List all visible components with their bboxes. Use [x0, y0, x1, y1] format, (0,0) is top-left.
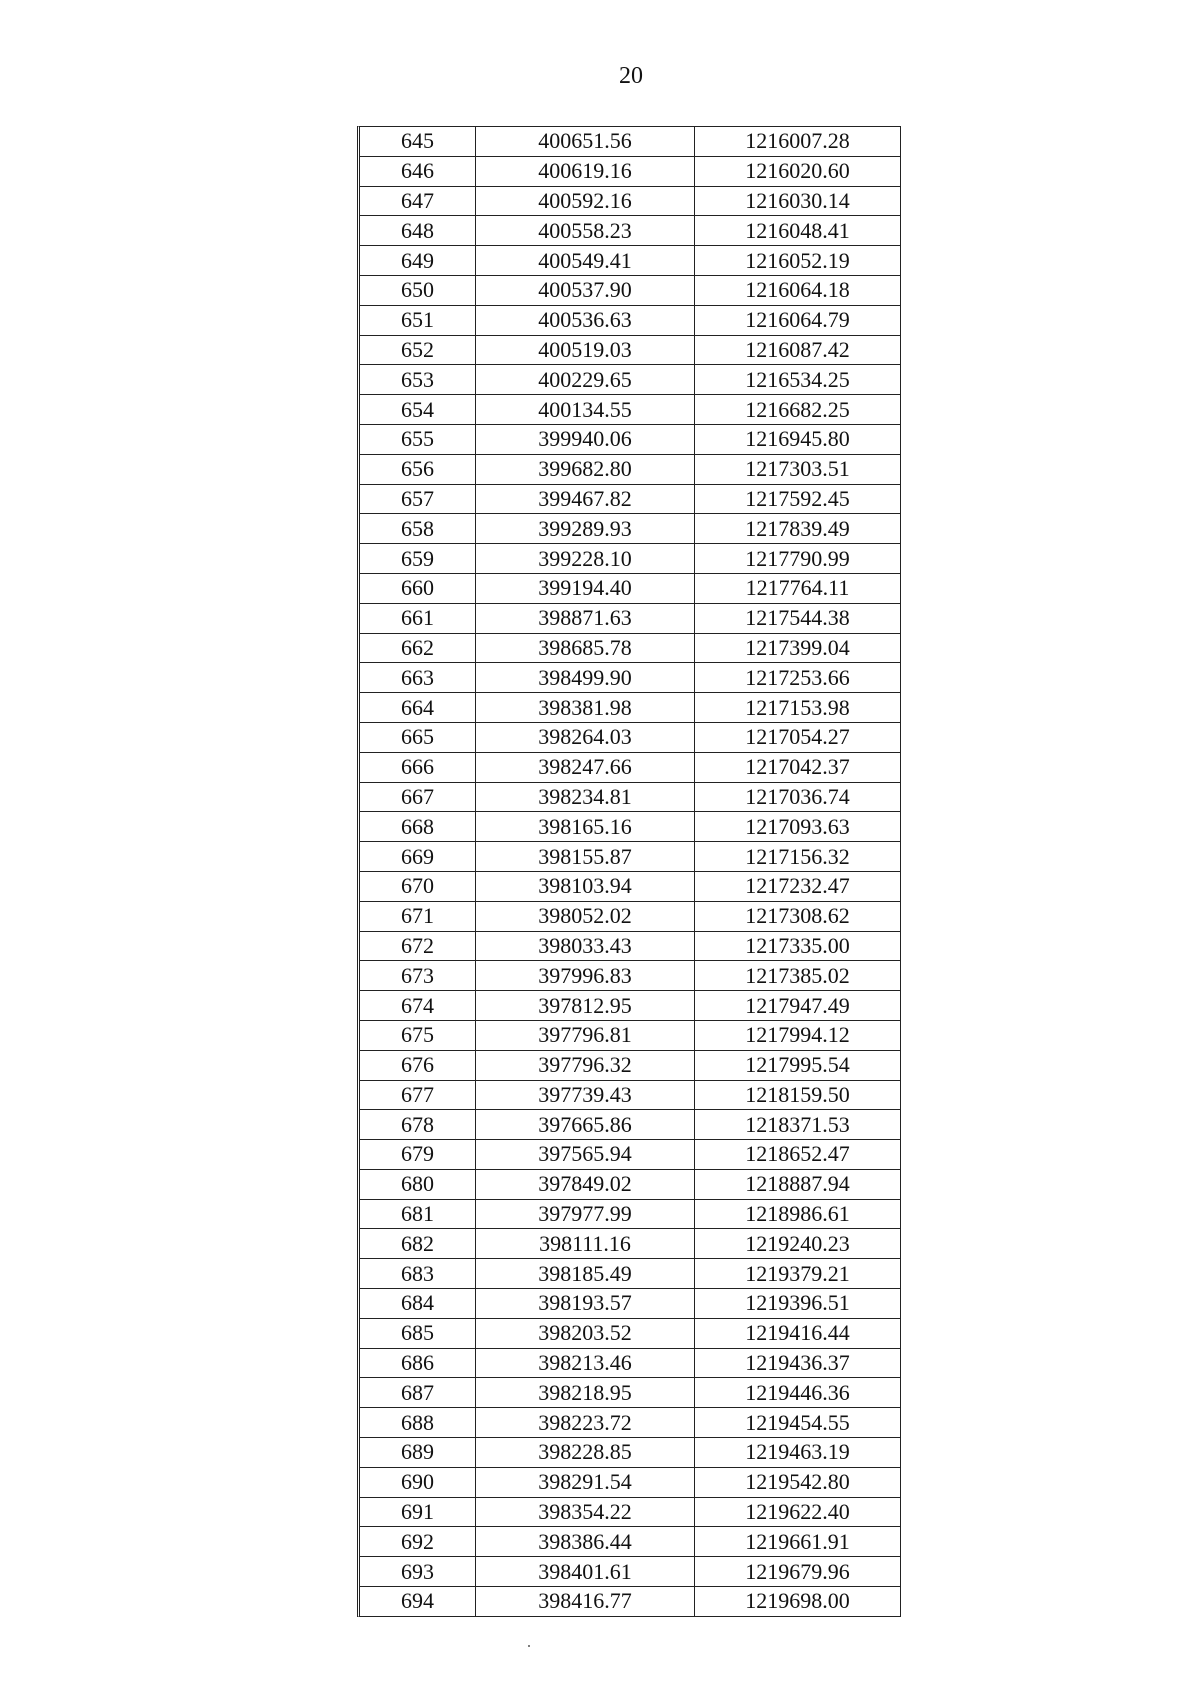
y-coordinate-cell: 1219454.55: [695, 1408, 901, 1438]
x-coordinate-cell: 398111.16: [476, 1229, 695, 1259]
x-coordinate-cell: 400519.03: [476, 335, 695, 365]
point-number-cell: 645: [360, 127, 476, 156]
point-number-cell: 667: [360, 782, 476, 812]
y-coordinate-cell: 1217036.74: [695, 782, 901, 812]
y-coordinate-cell: 1218371.53: [695, 1110, 901, 1140]
table-row: [360, 454, 900, 484]
y-coordinate-cell: 1217303.51: [695, 454, 901, 484]
table-row: [360, 991, 900, 1021]
x-coordinate-cell: 398685.78: [476, 633, 695, 663]
table-row: [360, 424, 900, 454]
y-coordinate-cell: 1216945.80: [695, 424, 901, 454]
coordinates-table: [357, 126, 901, 1617]
y-coordinate-cell: 1217093.63: [695, 812, 901, 842]
table-row: [360, 305, 900, 335]
x-coordinate-cell: 398247.66: [476, 752, 695, 782]
x-coordinate-cell: 400229.65: [476, 365, 695, 395]
x-coordinate-cell: 398155.87: [476, 842, 695, 872]
point-number-cell: 671: [360, 901, 476, 931]
x-coordinate-cell: 398033.43: [476, 931, 695, 961]
point-number-cell: 650: [360, 275, 476, 305]
y-coordinate-cell: 1219698.00: [695, 1587, 901, 1616]
table-row: [360, 275, 900, 305]
y-coordinate-cell: 1217253.66: [695, 663, 901, 693]
table-row: [360, 1497, 900, 1527]
x-coordinate-cell: 400592.16: [476, 186, 695, 216]
point-number-cell: 692: [360, 1527, 476, 1557]
y-coordinate-cell: 1216048.41: [695, 216, 901, 246]
x-coordinate-cell: 398234.81: [476, 782, 695, 812]
x-coordinate-cell: 397996.83: [476, 961, 695, 991]
point-number-cell: 652: [360, 335, 476, 365]
table-row: [360, 1557, 900, 1587]
y-coordinate-cell: 1216007.28: [745, 128, 850, 154]
point-number-cell: 654: [360, 395, 476, 425]
y-coordinate-cell: 1217156.32: [695, 842, 901, 872]
x-coordinate-cell: 398203.52: [476, 1318, 695, 1348]
table-row: [360, 484, 900, 514]
y-coordinate-cell: 1217947.49: [695, 991, 901, 1021]
y-coordinate-cell: 1216020.60: [695, 156, 901, 186]
table-row: [360, 1587, 900, 1616]
point-number-cell: 688: [360, 1408, 476, 1438]
table-row: [360, 1229, 900, 1259]
y-coordinate-cell: 1216052.19: [695, 246, 901, 276]
point-number-cell: 681: [360, 1199, 476, 1229]
table-row: [360, 961, 900, 991]
point-number-cell: 682: [360, 1229, 476, 1259]
table-row: [360, 186, 900, 216]
table-row: [360, 156, 900, 186]
table-row: [360, 603, 900, 633]
point-number-cell: 646: [360, 156, 476, 186]
table-row: [360, 1199, 900, 1229]
point-number-cell: 660: [360, 573, 476, 603]
table-row: [360, 1110, 900, 1140]
x-coordinate-cell: 397565.94: [476, 1140, 695, 1170]
point-number-cell: 680: [360, 1169, 476, 1199]
y-coordinate-cell: 1218159.50: [695, 1080, 901, 1110]
x-coordinate-cell: 399682.80: [476, 454, 695, 484]
y-coordinate-cell: 1219463.19: [695, 1438, 901, 1468]
table-row: [360, 1289, 900, 1319]
y-coordinate-cell: 1219396.51: [695, 1289, 901, 1319]
y-coordinate-cell: 1219379.21: [695, 1259, 901, 1289]
y-coordinate-cell: 1216087.42: [695, 335, 901, 365]
table-row: [360, 395, 900, 425]
coordinates-table-body: [360, 127, 900, 1616]
table-row: [360, 335, 900, 365]
point-number-cell: 693: [360, 1557, 476, 1587]
y-coordinate-cell: 1216064.79: [695, 305, 901, 335]
point-number-cell: 666: [360, 752, 476, 782]
y-coordinate-cell: 1216682.25: [695, 395, 901, 425]
table-row: [360, 544, 900, 574]
x-coordinate-cell: 398386.44: [476, 1527, 695, 1557]
x-coordinate-cell: 398871.63: [476, 603, 695, 633]
table-row: [360, 246, 900, 276]
point-number-cell: 674: [360, 991, 476, 1021]
y-coordinate-cell: 1219622.40: [695, 1497, 901, 1527]
table-row: [360, 573, 900, 603]
y-coordinate-cell: 1218887.94: [695, 1169, 901, 1199]
point-number-cell: 675: [360, 1020, 476, 1050]
y-coordinate-cell: 1219240.23: [695, 1229, 901, 1259]
x-coordinate-cell: 398193.57: [476, 1289, 695, 1319]
x-coordinate-cell: 398052.02: [476, 901, 695, 931]
page-number: 20: [619, 63, 643, 89]
point-number-cell: 678: [360, 1110, 476, 1140]
x-coordinate-cell: 398264.03: [476, 722, 695, 752]
point-number-cell: 687: [360, 1378, 476, 1408]
x-coordinate-cell: 399194.40: [476, 573, 695, 603]
point-number-cell: 672: [360, 931, 476, 961]
y-coordinate-cell: 1219542.80: [695, 1467, 901, 1497]
point-number-cell: 686: [360, 1348, 476, 1378]
x-coordinate-cell: 400651.56: [476, 127, 695, 156]
table-row: [360, 1020, 900, 1050]
table-row: [360, 782, 900, 812]
table-row: [360, 663, 900, 693]
x-coordinate-cell: 397665.86: [476, 1110, 695, 1140]
x-coordinate-cell: 397739.43: [476, 1080, 695, 1110]
x-coordinate-cell: 400549.41: [476, 246, 695, 276]
table-row: [360, 1378, 900, 1408]
y-coordinate-cell: 1217592.45: [695, 484, 901, 514]
scan-speck: [528, 1645, 530, 1647]
y-coordinate-cell: 1217308.62: [695, 901, 901, 931]
y-coordinate-cell: 1217790.99: [695, 544, 901, 574]
y-coordinate-cell: 1217994.12: [695, 1020, 901, 1050]
point-number-cell: 648: [360, 216, 476, 246]
table-row: [360, 514, 900, 544]
x-coordinate-cell: 400558.23: [476, 216, 695, 246]
y-coordinate-cell: 1217764.11: [695, 573, 901, 603]
y-coordinate-cell: 1216534.25: [695, 365, 901, 395]
point-number-cell: 655: [360, 424, 476, 454]
point-number-cell: 679: [360, 1140, 476, 1170]
point-number-cell: 673: [360, 961, 476, 991]
x-coordinate-cell: 398499.90: [476, 663, 695, 693]
table-row: [360, 1467, 900, 1497]
y-coordinate-cell: 1217335.00: [695, 931, 901, 961]
table-row: [360, 722, 900, 752]
x-coordinate-cell: 398185.49: [476, 1259, 695, 1289]
point-number-cell: 662: [360, 633, 476, 663]
point-number-cell: 683: [360, 1259, 476, 1289]
point-number-cell: 647: [360, 186, 476, 216]
y-coordinate-cell: 1216030.14: [695, 186, 901, 216]
x-coordinate-cell: 397849.02: [476, 1169, 695, 1199]
point-number-cell: 659: [360, 544, 476, 574]
table-row: [360, 842, 900, 872]
y-coordinate-cell: 1219436.37: [695, 1348, 901, 1378]
table-row: [360, 1169, 900, 1199]
y-coordinate-cell: 1217544.38: [695, 603, 901, 633]
x-coordinate-cell: 400619.16: [476, 156, 695, 186]
table-row: [360, 871, 900, 901]
table-row: [360, 1348, 900, 1378]
table-row: [360, 633, 900, 663]
point-number-cell: 670: [360, 871, 476, 901]
x-coordinate-cell: 398291.54: [476, 1467, 695, 1497]
x-coordinate-cell: 398228.85: [476, 1438, 695, 1468]
x-coordinate-cell: 399228.10: [476, 544, 695, 574]
point-number-cell: 690: [360, 1467, 476, 1497]
point-number-cell: 685: [360, 1318, 476, 1348]
table-row: [360, 1527, 900, 1557]
table-row: [360, 812, 900, 842]
x-coordinate-cell: 399940.06: [476, 424, 695, 454]
point-number-cell: 653: [360, 365, 476, 395]
y-coordinate-cell: 1217042.37: [695, 752, 901, 782]
x-coordinate-cell: 398103.94: [476, 871, 695, 901]
point-number-cell: 694: [360, 1587, 476, 1616]
x-coordinate-cell: 400134.55: [476, 395, 695, 425]
x-coordinate-cell: 399289.93: [476, 514, 695, 544]
y-coordinate-cell: 1219679.96: [695, 1557, 901, 1587]
table-row: [360, 752, 900, 782]
point-number-cell: 677: [360, 1080, 476, 1110]
point-number-cell: 656: [360, 454, 476, 484]
x-coordinate-cell: 397796.32: [476, 1050, 695, 1080]
y-coordinate-cell: 1217232.47: [695, 871, 901, 901]
x-coordinate-cell: 400536.63: [476, 305, 695, 335]
table-row: [360, 127, 900, 156]
point-number-cell: 676: [360, 1050, 476, 1080]
table-row: [360, 216, 900, 246]
x-coordinate-cell: 398381.98: [476, 693, 695, 723]
point-number-cell: 684: [360, 1289, 476, 1319]
y-coordinate-cell: 1217995.54: [695, 1050, 901, 1080]
x-coordinate-cell: 398213.46: [476, 1348, 695, 1378]
x-coordinate-cell: 398354.22: [476, 1497, 695, 1527]
point-number-cell: 668: [360, 812, 476, 842]
y-coordinate-cell: 1217839.49: [695, 514, 901, 544]
y-coordinate-cell: 1219446.36: [695, 1378, 901, 1408]
table-row: [360, 693, 900, 723]
table-row: [360, 1259, 900, 1289]
table-row: [360, 1318, 900, 1348]
x-coordinate-cell: 398165.16: [476, 812, 695, 842]
point-number-cell: 661: [360, 603, 476, 633]
x-coordinate-cell: 399467.82: [476, 484, 695, 514]
point-number-cell: 649: [360, 246, 476, 276]
table-row: [360, 1438, 900, 1468]
table-row: [360, 901, 900, 931]
table-row: [360, 1050, 900, 1080]
x-coordinate-cell: 397977.99: [476, 1199, 695, 1229]
point-number-cell: 663: [360, 663, 476, 693]
point-number-cell: 664: [360, 693, 476, 723]
point-number-cell: 665: [360, 722, 476, 752]
point-number-cell: 691: [360, 1497, 476, 1527]
y-coordinate-cell: 1217399.04: [695, 633, 901, 663]
x-coordinate-cell: 398401.61: [476, 1557, 695, 1587]
table-row: [360, 365, 900, 395]
point-number-cell: 651: [360, 305, 476, 335]
point-number-cell: 669: [360, 842, 476, 872]
table-row: [360, 1140, 900, 1170]
y-coordinate-cell: 1216064.18: [695, 275, 901, 305]
x-coordinate-cell: 397796.81: [476, 1020, 695, 1050]
point-number-cell: 657: [360, 484, 476, 514]
x-coordinate-cell: 398218.95: [476, 1378, 695, 1408]
y-coordinate-cell: 1218652.47: [695, 1140, 901, 1170]
table-row: [360, 931, 900, 961]
table-row: [360, 1408, 900, 1438]
x-coordinate-cell: 400537.90: [476, 275, 695, 305]
y-coordinate-cell: 1217054.27: [695, 722, 901, 752]
coordinates-table-grid: [360, 127, 900, 1616]
y-coordinate-cell: 1218986.61: [695, 1199, 901, 1229]
point-number-cell: 658: [360, 514, 476, 544]
point-number-cell: 689: [360, 1438, 476, 1468]
x-coordinate-cell: 397812.95: [476, 991, 695, 1021]
table-row: [360, 1080, 900, 1110]
y-coordinate-cell: 1219416.44: [695, 1318, 901, 1348]
y-coordinate-cell: 1217153.98: [695, 693, 901, 723]
x-coordinate-cell: 398416.77: [476, 1587, 695, 1616]
y-coordinate-cell: 1219661.91: [695, 1527, 901, 1557]
x-coordinate-cell: 398223.72: [476, 1408, 695, 1438]
y-coordinate-cell: 1217385.02: [695, 961, 901, 991]
